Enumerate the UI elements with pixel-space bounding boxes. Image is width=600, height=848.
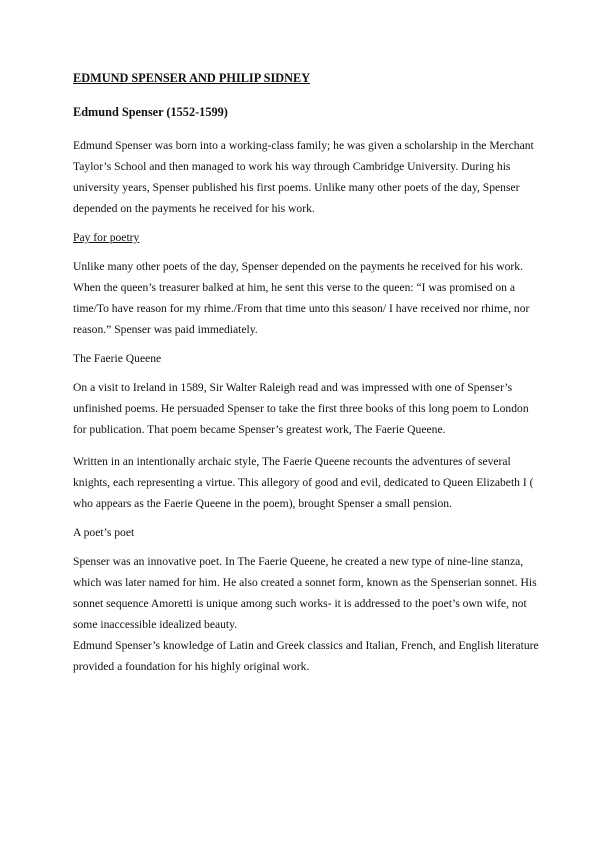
- faerie-queene-paragraph-2: Written in an intentionally archaic style, The Faerie Queene recounts the adventures of several knights, each representing a virtue. This allegory of good and evil, dedicated to Queen Elizabeth I ( who appears as the Faerie Queene in the poem), brought Spenser a small pension.: [73, 455, 534, 510]
- faerie-queene-heading: The Faerie Queene: [73, 352, 162, 365]
- faerie-queene-paragraph-1: On a visit to Ireland in 1589, Sir Walter Raleigh read and was impressed with one of Spenser’s unfinished poems. He persuaded Spenser to take the first three books of this long poem to London for publication. That poem became Spenser’s greatest work, The Faerie Queene.: [73, 381, 529, 436]
- section-subtitle: Edmund Spenser (1552-1599): [73, 105, 228, 119]
- poets-poet-heading: A poet’s poet: [73, 526, 135, 539]
- intro-paragraph: Edmund Spenser was born into a working-class family; he was given a scholarship in the Merchant Taylor’s School and then managed to work his way through Cambridge University. During his university years, Spenser published his first poems. Unlike many other poets of the day, Spenser depended on the payments he received for his work.: [73, 139, 534, 215]
- pay-for-poetry-heading: Pay for poetry: [73, 231, 140, 244]
- poets-poet-paragraph-2: Edmund Spenser’s knowledge of Latin and Greek classics and Italian, French, and English literature provided a foundation for his highly original work.: [73, 639, 539, 673]
- document-title: EDMUND SPENSER AND PHILIP SIDNEY: [73, 71, 311, 85]
- document-page: [73, 70, 543, 688]
- pay-for-poetry-paragraph: Unlike many other poets of the day, Spenser depended on the payments he received for his work. When the queen’s treasurer balked at him, he sent this verse to the queen: “I was promised on a time/To have reason for my rhime./From that time unto this season/ I have received nor rhime, nor reason.” Spenser was paid immediately.: [73, 260, 530, 336]
- poets-poet-paragraph-1: Spenser was an innovative poet. In The Faerie Queene, he created a new type of nine-line stanza, which was later named for him. He also created a sonnet form, known as the Spenserian sonnet. His sonnet sequence Amoretti is unique among such works- it is addressed to the poet’s own wife, not some inaccessible idealized beauty.: [73, 555, 537, 631]
